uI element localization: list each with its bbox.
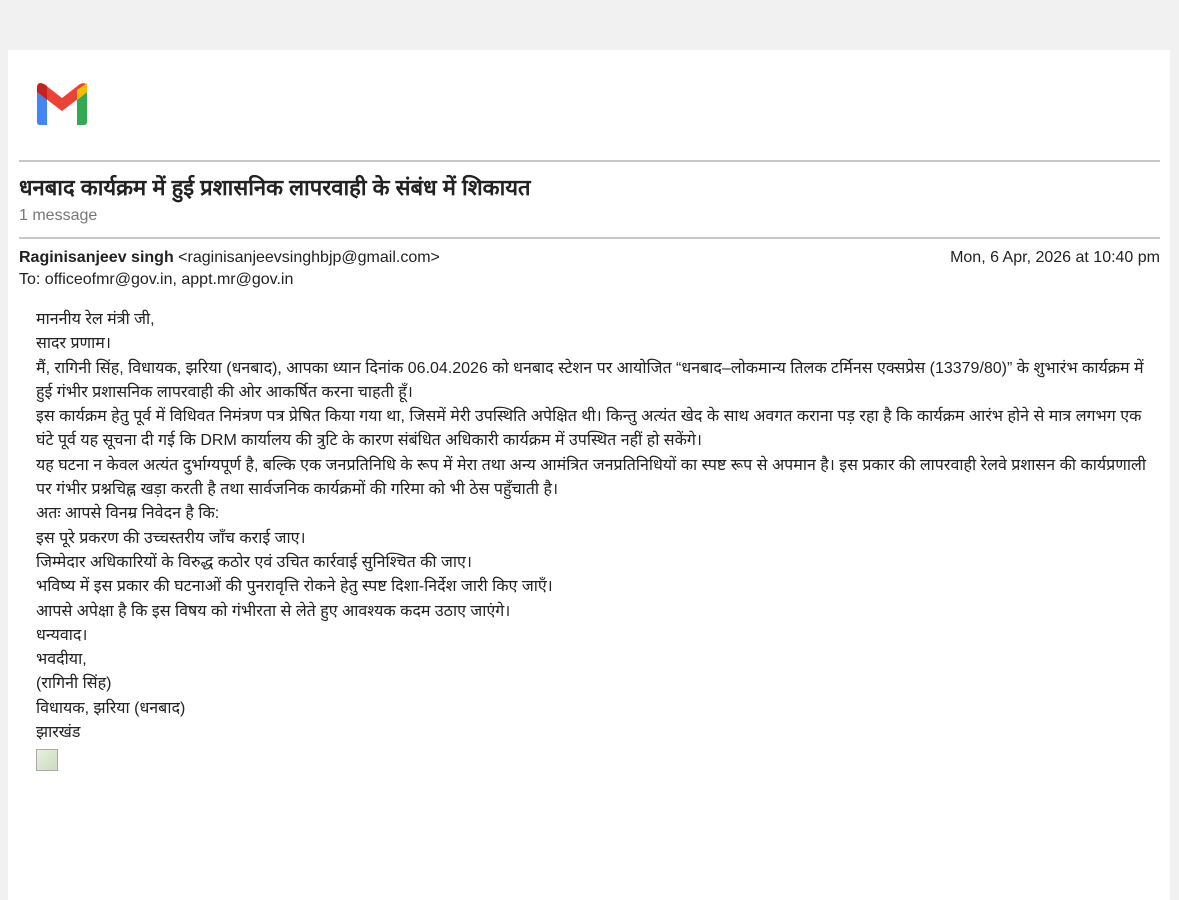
body-line: विधायक, झरिया (धनबाद) [36, 699, 186, 717]
email-body [36, 308, 1146, 780]
body-line: यह घटना न केवल अत्यंत दुर्भाग्यपूर्ण है, बल्कि एक जनप्रतिनिधि के रूप में मेरा तथा अन्य आमंत्रित जनप्रतिनिधियों का स्पष्ट रूप से अपमान है। इस प्रकार की लापरवाही रेलवे प्रशासन की कार्यप्रणाली पर गंभीर प्रश्नचिह्न खड़ा करती है तथा सार्वजनिक कार्यक्रमों की गरिमा को भी ठेस पहुँचाती है। [36, 456, 1146, 499]
body-line: भवदीया, [36, 651, 87, 669]
divider [19, 160, 1160, 162]
body-line: झारखंड [36, 724, 81, 742]
body-line: इस कार्यक्रम हेतु पूर्व में विधिवत निमंत्रण पत्र प्रेषित किया गया था, जिसमें मेरी उपस्थिति अपेक्षित थी। किन्तु अत्यंत खेद के साथ अवगत कराना पड़ रहा है कि कार्यक्रम आरंभ होने से मात्र लगभग एक घंटे पूर्व यह सूचना दी गई कि DRM कार्यालय की त्रुटि के कारण संबंधित अधिकारी कार्यक्रम में उपस्थित नहीं हो सकेंगे। [36, 408, 1142, 450]
body-line: इस पूरे प्रकरण की उच्चस्तरीय जाँच कराई जाए। [36, 529, 306, 547]
body-line: मैं, रागिनी सिंह, विधायक, झरिया (धनबाद), आपका ध्यान दिनांक 06.04.2026 को धनबाद स्टेशन पर आयोजित “धनबाद–लोकमान्य तिलक टर्मिनस एक्सप्रेस (13379/80)” के शुभारंभ कार्यक्रम में हुई गंभीर प्रशासनिक लापरवाही की ओर आकर्षित करना चाहती हूँ। [36, 359, 1144, 401]
email-subject: धनबाद कार्यक्रम में हुई प्रशासनिक लापरवाही के संबंध में शिकायत [19, 175, 531, 200]
sender [19, 249, 440, 267]
email-date: Mon, 6 Apr, 2026 at 10:40 pm [950, 249, 1160, 266]
recipients: To: officeofmr@gov.in, appt.mr@gov.in [19, 271, 294, 288]
body-line: (रागिनी सिंह) [36, 675, 112, 693]
body-line: सादर प्रणाम। [36, 335, 111, 353]
sender-name: Raginisanjeev singh [19, 249, 174, 266]
body-line: आपसे अपेक्षा है कि इस विषय को गंभीरता से लेते हुए आवश्यक कदम उठाए जाएंगे। [36, 602, 511, 620]
divider [19, 237, 1160, 239]
body-line: अतः आपसे विनम्र निवेदन है कि: [36, 505, 220, 523]
body-line: जिम्मेदार अधिकारियों के विरुद्ध कठोर एवं उचित कार्रवाई सुनिश्चित की जाए। [36, 553, 472, 571]
broken-image-icon[interactable] [36, 749, 58, 771]
sender-email[interactable]: <raginisanjeevsinghbjp@gmail.com> [178, 249, 440, 266]
message-count: 1 message [19, 207, 98, 224]
body-line: माननीय रेल मंत्री जी, [36, 311, 155, 328]
body-line: धन्यवाद। [36, 626, 88, 644]
body-line: भविष्य में इस प्रकार की घटनाओं की पुनरावृत्ति रोकने हेतु स्पष्ट दिशा-निर्देश जारी किए जाएँ। [36, 578, 553, 596]
email-print-view [8, 50, 1170, 900]
gmail-logo [33, 80, 91, 126]
